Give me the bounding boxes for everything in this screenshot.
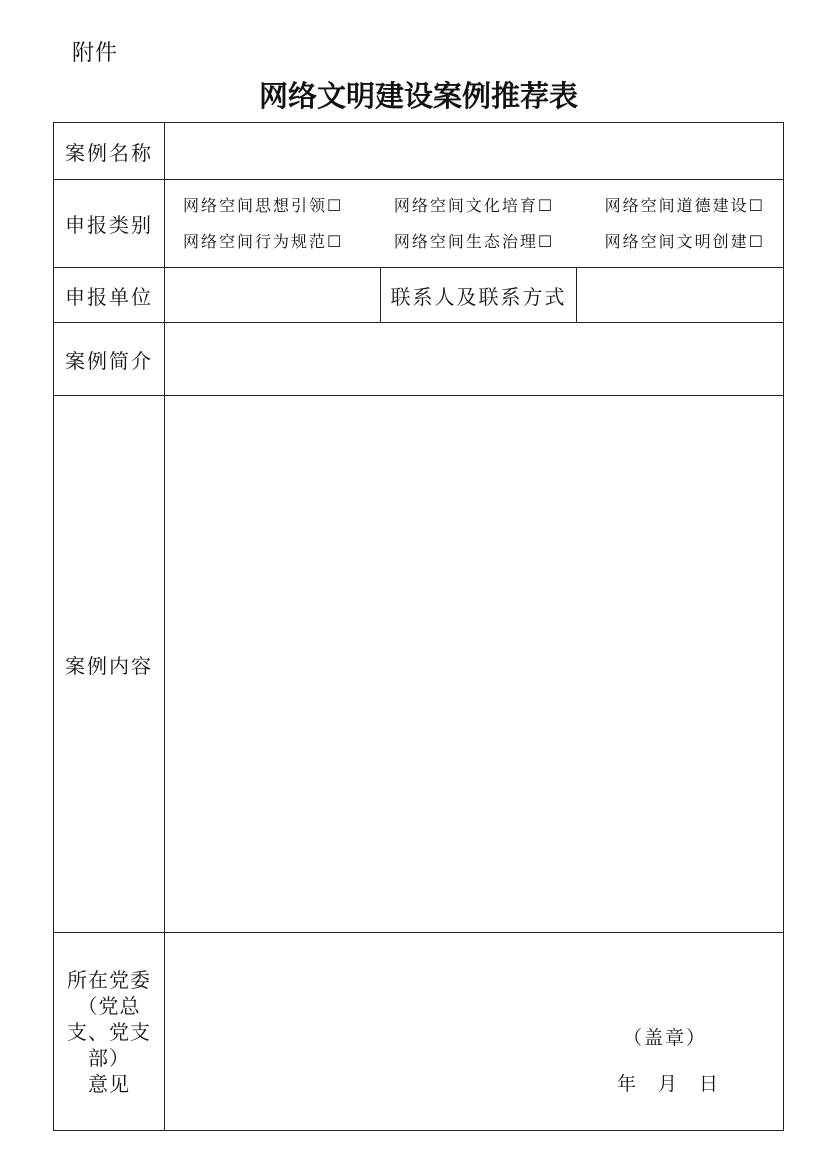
- content-field[interactable]: [165, 396, 784, 933]
- case-name-label: 案例名称: [54, 123, 165, 180]
- unit-field[interactable]: [165, 268, 381, 323]
- checkbox-icon[interactable]: ☐: [327, 231, 344, 251]
- category-option-civilization-creation[interactable]: [605, 224, 765, 260]
- unit-label: 申报单位: [54, 268, 165, 323]
- category-row-2: [165, 224, 783, 260]
- category-option-moral-construction[interactable]: [605, 188, 765, 224]
- category-option-thought-guidance[interactable]: [183, 188, 343, 224]
- summary-label: 案例简介: [54, 323, 165, 396]
- option-label: 网络空间生态治理: [393, 231, 538, 251]
- row-summary: [54, 323, 784, 396]
- category-options: [165, 180, 784, 268]
- row-category: [54, 180, 784, 268]
- option-label: 网络空间思想引领: [183, 195, 328, 215]
- option-label: 网络空间行为规范: [183, 231, 328, 251]
- opinion-field[interactable]: [165, 933, 784, 1131]
- category-label: 申报类别: [54, 180, 165, 268]
- opinion-label-line: 部）: [88, 1045, 130, 1070]
- date-label: [617, 1069, 740, 1096]
- page-title: [0, 74, 837, 115]
- checkbox-icon[interactable]: ☐: [537, 195, 555, 215]
- row-case-name: [54, 123, 784, 180]
- opinion-label: [54, 933, 165, 1131]
- content-label: 案例内容: [54, 396, 165, 933]
- category-option-ecology-governance[interactable]: [394, 224, 554, 260]
- opinion-label-line: （党总: [77, 993, 141, 1018]
- row-content: [54, 396, 784, 933]
- row-opinion: [54, 933, 784, 1131]
- row-unit-contact: [54, 268, 784, 323]
- date-day: 日: [699, 1073, 719, 1095]
- option-label: 网络空间文明创建: [604, 231, 749, 251]
- checkbox-icon[interactable]: ☐: [748, 195, 766, 215]
- option-label: 网络空间文化培育: [393, 195, 538, 215]
- checkbox-icon[interactable]: ☐: [537, 231, 555, 251]
- contact-label: 联系人及联系方式: [381, 268, 577, 323]
- date-year: 年: [617, 1073, 637, 1095]
- opinion-label-line: 所在党委: [67, 967, 151, 992]
- seal-label: （盖章）: [623, 1027, 708, 1049]
- date-month: 月: [658, 1073, 678, 1095]
- category-option-culture-cultivation[interactable]: [394, 188, 554, 224]
- checkbox-icon[interactable]: ☐: [748, 231, 766, 251]
- recommendation-form-table: [53, 122, 784, 1131]
- summary-field[interactable]: [165, 323, 784, 396]
- title-text: 网络文明建设案例推荐表: [258, 79, 578, 113]
- category-option-behavior-norms[interactable]: [183, 224, 343, 260]
- checkbox-icon[interactable]: ☐: [327, 195, 344, 215]
- opinion-label-line: 意见: [88, 1071, 130, 1096]
- case-name-field[interactable]: [165, 123, 784, 180]
- option-label: 网络空间道德建设: [604, 195, 749, 215]
- category-row-1: [165, 188, 783, 224]
- attachment-label: 附件: [72, 41, 119, 66]
- contact-field[interactable]: [577, 268, 784, 323]
- opinion-label-line: 支、党支: [67, 1019, 151, 1044]
